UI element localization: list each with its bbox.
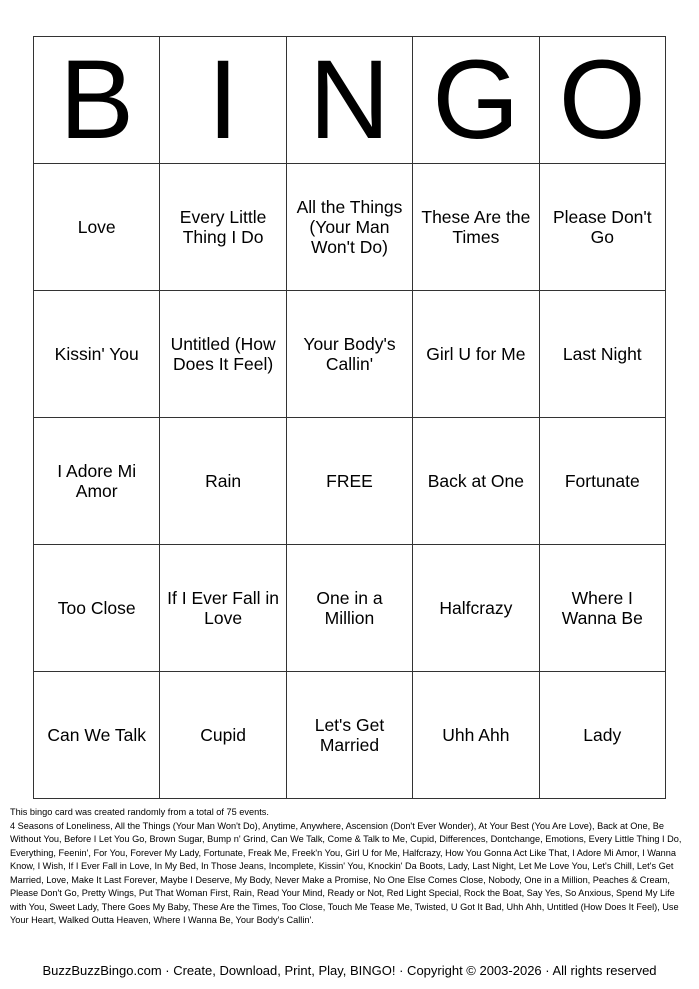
bingo-header-letter: O [539, 37, 665, 164]
bingo-cell: Too Close [34, 545, 160, 672]
bingo-cell: Every Little Thing I Do [160, 164, 286, 291]
bingo-header-letter: B [34, 37, 160, 164]
bingo-cell: These Are the Times [413, 164, 539, 291]
bingo-cell: Untitled (How Does It Feel) [160, 291, 286, 418]
card-description [10, 806, 690, 928]
bingo-card [33, 36, 666, 799]
bingo-cell: Can We Talk [34, 672, 160, 799]
bingo-cell: If I Ever Fall in Love [160, 545, 286, 672]
bingo-cell: Please Don't Go [539, 164, 665, 291]
bingo-cell: Cupid [160, 672, 286, 799]
bingo-cell: Halfcrazy [413, 545, 539, 672]
bingo-cell: Girl U for Me [413, 291, 539, 418]
bingo-row [34, 545, 666, 672]
bingo-header-letter: I [160, 37, 286, 164]
bingo-header-letter: N [286, 37, 412, 164]
bingo-row [34, 164, 666, 291]
bingo-cell: Fortunate [539, 418, 665, 545]
bingo-cell: Where I Wanna Be [539, 545, 665, 672]
bingo-cell: Uhh Ahh [413, 672, 539, 799]
bingo-cell: Last Night [539, 291, 665, 418]
bingo-row [34, 672, 666, 799]
bingo-row [34, 418, 666, 545]
bingo-cell: All the Things (Your Man Won't Do) [286, 164, 412, 291]
copyright-footer: BuzzBuzzBingo.com · Create, Download, Print, Play, BINGO! · Copyright © 2003-2026 · All rights reserved [42, 963, 657, 978]
bingo-cell: Love [34, 164, 160, 291]
bingo-cell: Rain [160, 418, 286, 545]
bingo-header-row [34, 37, 666, 164]
bingo-cell: I Adore Mi Amor [34, 418, 160, 545]
bingo-cell: One in a Million [286, 545, 412, 672]
bingo-row [34, 291, 666, 418]
bingo-cell: Lady [539, 672, 665, 799]
bingo-free-cell: FREE [286, 418, 412, 545]
bingo-cell: Kissin' You [34, 291, 160, 418]
description-intro: This bingo card was created randomly from a total of 75 events. [10, 807, 269, 817]
event-list: 4 Seasons of Loneliness, All the Things (Your Man Won't Do), Anytime, Anywhere, Ascension (Don't Ever Wonder), At Your Best (You Are Love), Back at One, Be Without You, Before I Let You Go, Brown Sugar, Bump n' Grind, Can We Talk, Come & Talk to Me, Cupid, Differences, Dontchange, Emotions, Every Little Thing I Do, Everything, Feenin', For You, Forever My Lady, Fortunate, Freak Me, Freek'n You, Girl U for Me, Halfcrazy, How You Gonna Act Like That, I Adore Mi Amor, I Wanna Know, I Wish, If I Ever Fall in Love, In My Bed, In Those Jeans, Incomplete, Kissin' You, Knockin' Da Boots, Lady, Last Night, Let Me Love You, Let's Chill, Let's Get Married, Love, Make It Last Forever, Maybe I Deserve, My Body, Never Make a Promise, No One Else Comes Close, Nobody, One in a Million, Peaches & Cream, Please Don't Go, Pretty Wings, Put That Woman First, Rain, Read Your Mind, Ready or Not, Red Light Special, Rock the Boat, Say Yes, So Anxious, Spend My Life with You, Sweet Lady, There Goes My Baby, These Are the Times, Too Close, Touch Me Tease Me, Twisted, U Got It Bad, Uhh Ahh, Untitled (How Does It Feel), Use Your Heart, Walked Outta Heaven, Where I Wanna Be, Your Body's Callin'. [10, 820, 682, 925]
bingo-cell: Let's Get Married [286, 672, 412, 799]
bingo-cell: Your Body's Callin' [286, 291, 412, 418]
bingo-header-letter: G [413, 37, 539, 164]
bingo-cell: Back at One [413, 418, 539, 545]
